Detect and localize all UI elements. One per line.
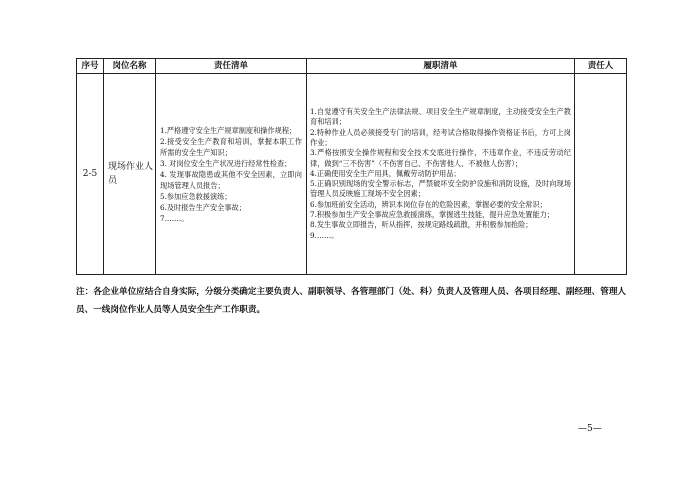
duty-item: 7.……。 — [160, 213, 189, 223]
perform-item: 9.……。 — [310, 230, 339, 240]
row-duty — [156, 74, 307, 275]
row-perform — [307, 74, 575, 275]
row-person — [575, 74, 627, 275]
perform-item: 6.参加班前安全活动，辨识本岗位存在的危险因素，掌握必要的安全常识； — [310, 199, 547, 209]
header-duty: 责任清单 — [156, 59, 307, 74]
row-post: 现场作业人员 — [104, 74, 156, 275]
duty-item: 5.参加应急救援演练； — [160, 191, 232, 201]
duty-table — [76, 58, 627, 275]
duty-item: 4. 发现事故隐患或其他不安全因素，立即向现场管理人员报告； — [160, 169, 302, 190]
perform-item: 8.发生事故立即报告，听从指挥，按规定路线疏散，并积极参加抢险； — [310, 220, 533, 230]
perform-list — [307, 107, 574, 241]
row-no: 2-5 — [77, 74, 104, 275]
page-number: —5— — [578, 424, 602, 434]
perform-item: 7.积极参加生产安全事故应急救援演练，掌握逃生技能，提升应急处置能力； — [310, 210, 555, 220]
header-post: 岗位名称 — [104, 59, 156, 74]
perform-item: 5.正确识别现场的安全警示标志，严禁破坏安全防护设施和消防设施，及时向现场管理人员反映施工现场不安全因素； — [310, 179, 571, 199]
table-header-row — [77, 59, 627, 74]
duty-item: 2.接受安全生产教育和培训，掌握本职工作所需的安全生产知识； — [160, 136, 302, 157]
duty-item: 6.及时报告生产安全事故； — [160, 202, 246, 212]
perform-item: 3.严格按照安全操作规程和安全技术交底进行操作，不违章作业，不违反劳动纪律，做到“三不伤害”（不伤害自己、不伤害他人、不被他人伤害）； — [310, 148, 571, 168]
perform-item: 2.特种作业人员必须接受专门的培训，经考试合格取得操作资格证书后，方可上岗作业； — [310, 127, 571, 147]
duty-item: 1.严格遵守安全生产规章制度和操作规程； — [160, 125, 297, 135]
footnote: 注：各企业单位应结合自身实际，分级分类确定主要负责人、副职领导、各管理部门（处、科）负责人及管理人员、各项目经理、副经理、管理人员、一线岗位作业人员等人员安全生产工作职责。 — [76, 287, 627, 315]
table-row — [77, 74, 627, 275]
duty-item: 3. 对岗位安全生产状况进行经常性检查； — [160, 158, 292, 168]
header-perform: 履职清单 — [307, 59, 575, 74]
perform-item: 1.自觉遵守有关安全生产法律法规、项目安全生产规章制度，主动接受安全生产教育和培训； — [310, 107, 571, 127]
duty-list — [156, 125, 306, 224]
header-no: 序号 — [77, 59, 104, 74]
perform-item: 4.正确使用安全生产用具，佩戴劳动防护用品； — [310, 168, 461, 178]
header-person: 责任人 — [575, 59, 627, 74]
